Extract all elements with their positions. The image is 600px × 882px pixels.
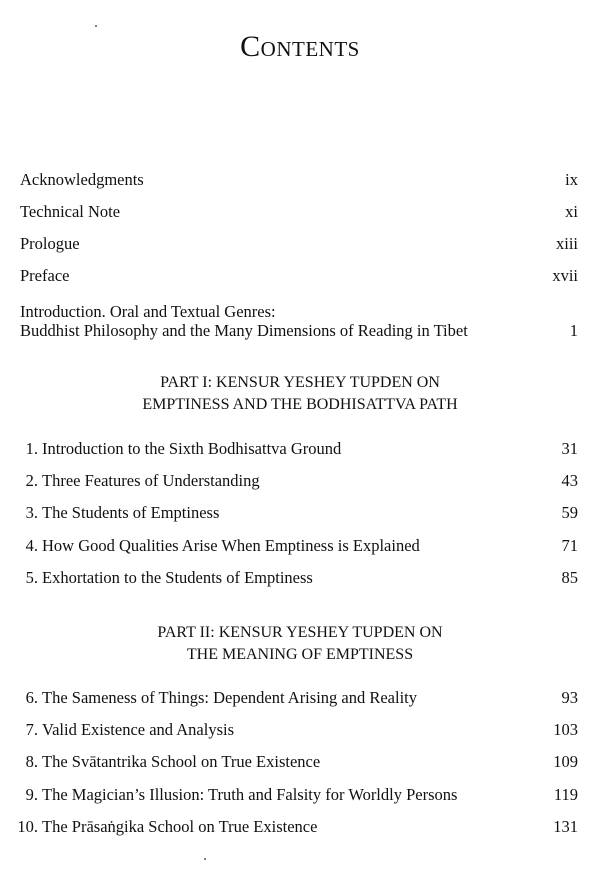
entry-label: Prologue: [20, 234, 80, 253]
entry-page: xiii: [555, 234, 578, 253]
part-heading-line: THE MEANING OF EMPTINESS: [186, 646, 414, 663]
toc-entry[interactable]: [20, 234, 578, 254]
entry-page: ix: [565, 170, 578, 189]
scan-speck: [95, 25, 97, 27]
scan-speck: [204, 858, 206, 860]
chapter-entry[interactable]: [10, 688, 578, 708]
chapter-page: 85: [561, 568, 578, 587]
part-heading: [0, 372, 600, 416]
chapter-entry[interactable]: [10, 471, 578, 491]
entry-label: Acknowledgments: [20, 170, 144, 189]
toc-entry[interactable]: [20, 170, 578, 190]
toc-entry[interactable]: [20, 266, 578, 286]
toc-entry-introduction-line1[interactable]: [20, 302, 578, 322]
chapter-title: Introduction to the Sixth Bodhisattva Ground: [42, 439, 342, 458]
chapter-title: The Svātantrika School on True Existence: [42, 752, 321, 771]
chapter-entry[interactable]: [10, 785, 578, 805]
chapter-title: The Magician’s Illusion: Truth and Falsity for Worldly Persons: [42, 785, 458, 804]
chapter-title: Three Features of Understanding: [42, 471, 260, 490]
chapter-number: 8.: [25, 752, 38, 771]
chapter-page: 43: [561, 471, 578, 490]
toc-entry[interactable]: [20, 202, 578, 222]
entry-label: Introduction. Oral and Textual Genres:: [20, 302, 276, 321]
chapter-page: 71: [561, 536, 578, 555]
chapter-entry[interactable]: [10, 503, 578, 523]
page-title: Contents: [240, 30, 360, 63]
chapter-number: 10.: [17, 817, 38, 836]
entry-label: Technical Note: [20, 202, 121, 221]
chapter-number: 4.: [25, 536, 38, 555]
chapter-title: Valid Existence and Analysis: [42, 720, 235, 739]
chapter-number: 6.: [25, 688, 38, 707]
chapter-page: 103: [553, 720, 578, 739]
chapter-page: 93: [561, 688, 578, 707]
chapter-page: 131: [553, 817, 578, 836]
chapter-entry[interactable]: [10, 752, 578, 772]
chapter-entry[interactable]: [10, 568, 578, 588]
chapter-entry[interactable]: [10, 536, 578, 556]
chapter-page: 59: [561, 503, 578, 522]
chapter-entry[interactable]: [10, 720, 578, 740]
entry-page: xi: [565, 202, 578, 221]
part-heading: [0, 622, 600, 666]
chapter-number: 9.: [25, 785, 38, 804]
chapter-title: The Students of Emptiness: [42, 503, 220, 522]
chapter-entry[interactable]: [10, 439, 578, 459]
chapter-title: Exhortation to the Students of Emptiness: [42, 568, 313, 587]
chapter-number: 7.: [25, 720, 38, 739]
entry-label: Preface: [20, 266, 70, 285]
chapter-page: 119: [553, 785, 578, 804]
part-heading-line: EMPTINESS AND THE BODHISATTVA PATH: [142, 396, 458, 413]
chapter-number: 2.: [25, 471, 38, 490]
chapter-number: 3.: [25, 503, 38, 522]
toc-entry-introduction[interactable]: [20, 321, 578, 341]
chapter-title: The Prāsaṅgika School on True Existence: [42, 817, 318, 836]
entry-page: xvii: [552, 266, 578, 285]
chapter-number: 5.: [25, 568, 38, 587]
part-heading-line: PART I: KENSUR YESHEY TUPDEN ON: [160, 374, 440, 391]
chapter-title: The Sameness of Things: Dependent Arising and Reality: [42, 688, 418, 707]
entry-page: 1: [569, 321, 578, 340]
chapter-number: 1.: [25, 439, 38, 458]
chapter-page: 109: [553, 752, 578, 771]
chapter-page: 31: [561, 439, 578, 458]
entry-label: Buddhist Philosophy and the Many Dimensions of Reading in Tibet: [20, 321, 468, 340]
chapter-entry[interactable]: [10, 817, 578, 837]
chapter-title: How Good Qualities Arise When Emptiness is Explained: [42, 536, 420, 555]
part-heading-line: PART II: KENSUR YESHEY TUPDEN ON: [157, 624, 443, 641]
